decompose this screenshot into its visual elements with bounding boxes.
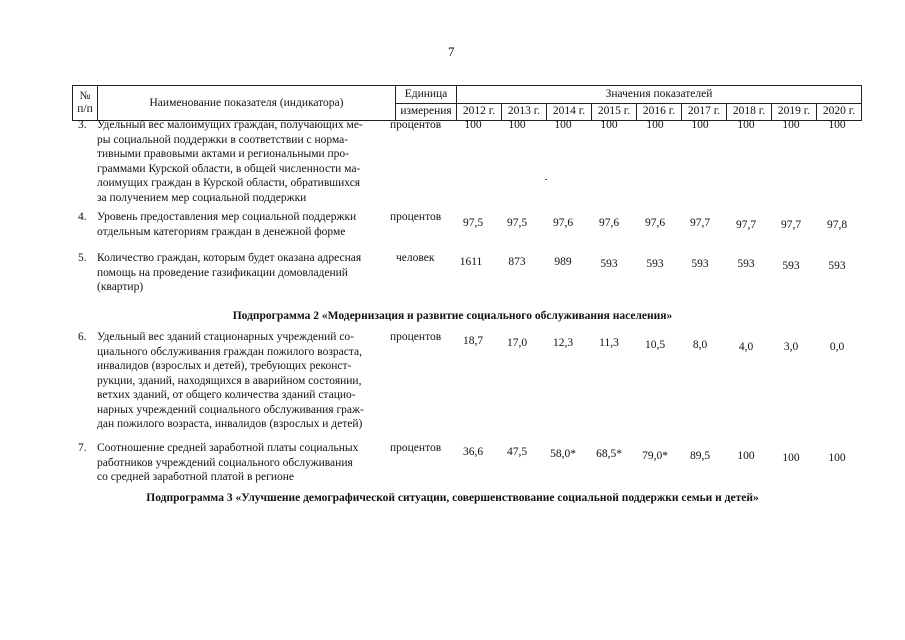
value-cell: 97,8 bbox=[826, 219, 848, 231]
row-number: 5. bbox=[78, 252, 87, 264]
indicator-name-line: (квартир) bbox=[97, 281, 144, 293]
header-year: 2016 г. bbox=[637, 103, 682, 121]
indicator-name-line: инвалидов (взрослых и детей), требующих реконст- bbox=[97, 360, 352, 372]
indicator-name-line: Удельный вес зданий стационарных учреждений со- bbox=[97, 331, 354, 343]
value-cell: 36,6 bbox=[462, 446, 484, 458]
value-cell: 100 bbox=[737, 119, 755, 131]
value-cell: 593 bbox=[782, 260, 800, 272]
value-cell: 97,6 bbox=[552, 217, 574, 229]
value-cell: 17,0 bbox=[506, 337, 528, 349]
value-cell: 97,7 bbox=[735, 219, 757, 231]
value-cell: 100 bbox=[508, 119, 526, 131]
scan-speck bbox=[545, 179, 547, 180]
value-cell: 58,0* bbox=[550, 448, 576, 460]
value-cell: 89,5 bbox=[689, 450, 711, 462]
value-cell: 873 bbox=[508, 256, 526, 268]
value-cell: 11,3 bbox=[599, 337, 619, 349]
value-cell: 1611 bbox=[459, 256, 483, 268]
indicator-name-line: дан пожилого возраста, инвалидов (взрослых и детей) bbox=[97, 418, 363, 430]
indicator-name bbox=[97, 118, 385, 205]
value-cell: 79,0* bbox=[642, 450, 668, 462]
value-cell: 3,0 bbox=[783, 341, 799, 353]
header-name-cell: Наименование показателя (индикатора) bbox=[98, 86, 396, 121]
header-num-line1: № bbox=[79, 90, 91, 102]
value-cell: 12,3 bbox=[552, 337, 574, 349]
value-cell: 593 bbox=[737, 258, 755, 270]
value-cell: 97,7 bbox=[780, 219, 802, 231]
header-year: 2013 г. bbox=[502, 103, 547, 121]
table-header bbox=[72, 85, 862, 121]
indicator-name-line: Количество граждан, которым будет оказана адресная bbox=[97, 252, 362, 264]
unit-cell: процентов bbox=[390, 331, 442, 343]
value-cell: 18,7 bbox=[462, 335, 484, 347]
value-cell: 100 bbox=[828, 452, 846, 464]
header-year: 2012 г. bbox=[457, 103, 502, 121]
indicator-name-line: помощь на проведение газификации домовладений bbox=[97, 266, 348, 279]
value-cell: 97,5 bbox=[462, 217, 484, 229]
value-cell: 100 bbox=[646, 119, 664, 131]
value-cell: 97,5 bbox=[506, 217, 528, 229]
value-cell: 47,5 bbox=[506, 446, 528, 458]
value-cell: 100 bbox=[600, 119, 618, 131]
header-year: 2017 г. bbox=[682, 103, 727, 121]
indicator-name-line: циального обслуживания граждан пожилого возраста, bbox=[97, 345, 362, 358]
value-cell: 593 bbox=[691, 258, 709, 270]
header-year: 2019 г. bbox=[772, 103, 817, 121]
indicator-name-line: рукции, зданий, находящихся в аварийном состоянии, bbox=[97, 374, 362, 387]
value-cell: 97,7 bbox=[689, 217, 711, 229]
header-year: 2020 г. bbox=[817, 103, 862, 121]
header-num-cell bbox=[73, 86, 98, 121]
indicator-name-line: нарных учреждений социального обслуживания граж- bbox=[97, 403, 364, 416]
indicator-name bbox=[97, 441, 385, 485]
value-cell: 593 bbox=[828, 260, 846, 272]
value-cell: 989 bbox=[554, 256, 572, 268]
value-cell: 593 bbox=[646, 258, 664, 270]
value-cell: 100 bbox=[737, 450, 755, 462]
value-cell: 97,6 bbox=[644, 217, 666, 229]
indicator-name-line: лоимущих граждан в Курской области, обратившихся bbox=[97, 177, 361, 189]
value-cell: 100 bbox=[828, 119, 846, 131]
value-cell: 593 bbox=[600, 258, 618, 270]
header-values-title: Значения показателей bbox=[457, 86, 862, 104]
header-year: 2018 г. bbox=[727, 103, 772, 121]
page-number: 7 bbox=[448, 44, 455, 59]
subprogram-3-title: Подпрограмма 3 «Улучшение демографической ситуации, совершенствование социальной поддержки семьи и детей» bbox=[146, 492, 759, 504]
indicator-name-line: ветхих зданий, от общего количества зданий стацио- bbox=[97, 389, 356, 401]
indicator-name-line: со средней заработной платой в регионе bbox=[97, 471, 294, 483]
value-cell: 10,5 bbox=[644, 339, 666, 351]
value-cell: 68,5* bbox=[596, 448, 622, 460]
row-number: 4. bbox=[78, 211, 87, 223]
unit-cell: процентов bbox=[390, 119, 442, 131]
indicator-name-line: за получением мер социальной поддержки bbox=[97, 191, 307, 204]
indicator-name-line: отдельным категориям граждан в денежной форме bbox=[97, 225, 346, 238]
unit-cell: процентов bbox=[390, 442, 442, 454]
unit-cell: процентов bbox=[390, 211, 442, 223]
indicator-name-line: Уровень предоставления мер социальной поддержки bbox=[97, 211, 357, 223]
row-number: 7. bbox=[78, 442, 87, 454]
indicator-name bbox=[97, 251, 385, 295]
row-number: 6. bbox=[78, 331, 87, 343]
unit-cell: человек bbox=[396, 252, 435, 264]
indicator-name-line: работников учреждений социального обслуживания bbox=[97, 456, 353, 469]
indicator-name-line: тивными правовыми актами и региональными про- bbox=[97, 148, 350, 160]
indicator-name-line: ры социальной поддержки в соответствии с норма- bbox=[97, 133, 349, 146]
indicator-name-line: граммами Курской области, в общей численности ма- bbox=[97, 162, 361, 175]
subprogram-2-title: Подпрограмма 2 «Модернизация и развитие социального обслуживания населения» bbox=[232, 310, 673, 322]
header-unit-line1: Единица bbox=[396, 86, 457, 104]
value-cell: 100 bbox=[464, 119, 482, 131]
value-cell: 0,0 bbox=[829, 341, 845, 353]
header-year: 2014 г. bbox=[547, 103, 592, 121]
value-cell: 4,0 bbox=[738, 341, 754, 353]
indicator-name-line: Соотношение средней заработной платы социальных bbox=[97, 442, 359, 454]
value-cell: 100 bbox=[554, 119, 572, 131]
value-cell: 100 bbox=[782, 452, 800, 464]
header-num-line2: п/п bbox=[77, 103, 93, 115]
indicator-name bbox=[97, 330, 385, 432]
indicator-name-line: Удельный вес малоимущих граждан, получающих ме- bbox=[97, 119, 363, 131]
value-cell: 100 bbox=[691, 119, 709, 131]
header-year: 2015 г. bbox=[592, 103, 637, 121]
value-cell: 100 bbox=[782, 119, 800, 131]
value-cell: 97,6 bbox=[598, 217, 620, 229]
row-number: 3. bbox=[78, 119, 87, 131]
indicator-name bbox=[97, 210, 385, 239]
value-cell: 8,0 bbox=[692, 339, 708, 351]
header-unit-line2: измерения bbox=[396, 103, 457, 121]
